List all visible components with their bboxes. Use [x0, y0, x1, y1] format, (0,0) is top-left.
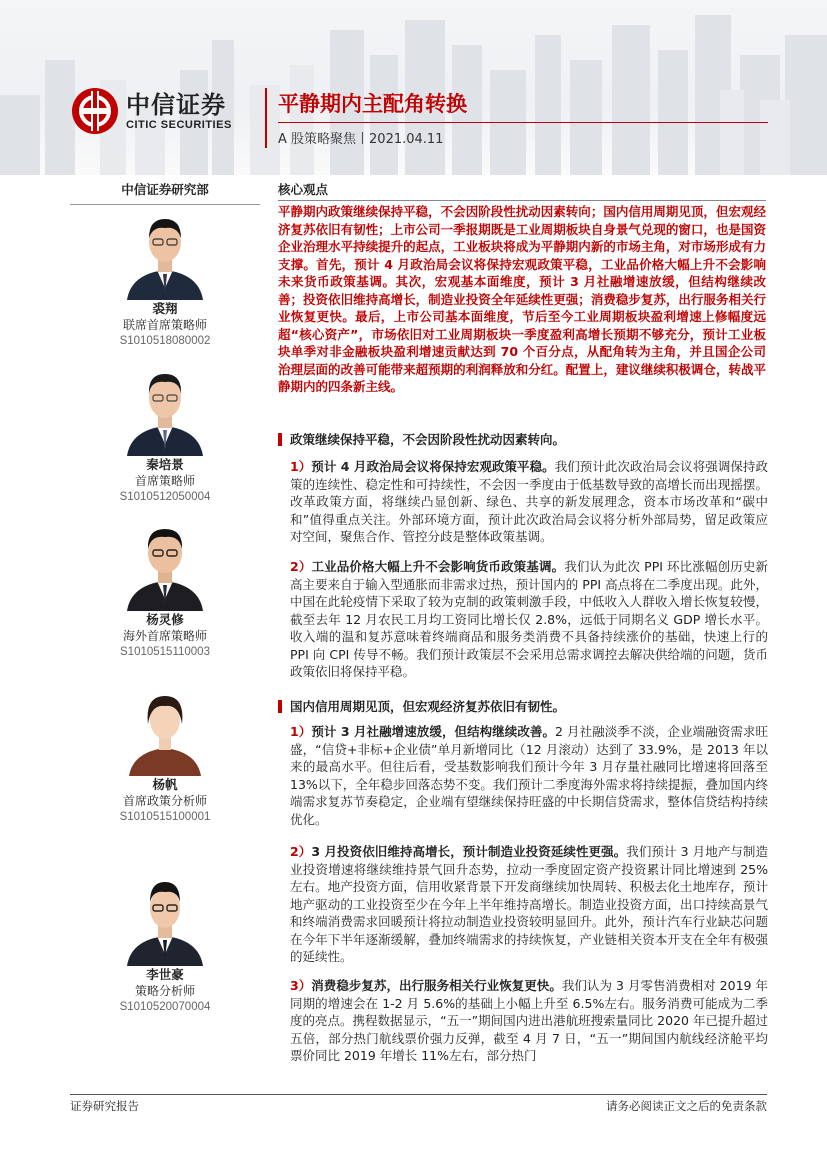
title-rule — [278, 122, 768, 123]
report-subtitle: A 股策略聚焦丨2021.04.11 — [278, 132, 444, 147]
paragraph-body: 我们认为此次 PPI 环比涨幅创历史新高主要来自于输入型通胀而非需求过热，预计国内的 PPI 高点将在二季度出现。此外，中国在此轮疫情下采取了较为克制的政策刺激手段，中低收入人群收入增长恢复较慢，截至去年 12 月农民工月均工资同比增长仅 2.8%，远低于同期名义 GDP 增长水平。收入端的温和复苏意味着终端商品和服务类消费不具备持续涨价的基础，快速上行的 PPI 向 CPI 传导不畅。我们预计政策层不会采用总需求调控去解决供给端的问题，货币政策依旧将保持平稳。 — [290, 559, 768, 679]
analyst-card — [70, 515, 260, 660]
paragraph-lead: 预计 4 月政治局会议将保持宏观政策平稳。 — [311, 459, 555, 474]
analyst-title: 联席首席策略师 — [122, 318, 207, 332]
citic-logo — [70, 86, 232, 136]
analyst-title: 首席策略师 — [134, 474, 195, 488]
core-view-text: 平静期内政策继续保持平稳，不会因阶段性扰动因素转向；国内信用周期见顶，但宏观经济复苏依旧有韧性；上市公司一季报期既是工业周期板块自身景气兑现的窗口，也是国资企业治理水平持续提升的起点，工业板块将成为平静期内新的市场主角，对市场形成有力支撑。首先，预计 4 月政治局会议将保持宏观政策平稳，工业品价格大幅上升不会影响未来货币政策基调。其次，宏观基本面维度，预计 3 月社融增速放缓，但结构继续改善；投资依旧维持高增长，制造业投资全年延续性更强；消费稳步复苏，出行服务相关行业恢复更快。最后，上市公司基本面维度，节后至今工业周期板块盈利增速上修幅度远超“核心资产”，市场依旧对工业周期板块一季度盈利高增长预期不够充分，预计工业板块单季对非金融板块盈利增速贡献达到 70 个百分点，从配角转为主角，并且国企公司治理层面的改善可能带来超预期的利润释放和分红。配置上，建议继续积极调仓，转战平静期内的四条新主线。 — [278, 204, 766, 394]
paragraph-number: 2） — [290, 559, 312, 574]
body-paragraph — [290, 458, 768, 546]
paragraph-body: 我们预计此次政治局会议将强调保持政策的连续性、稳定性和可持续性，不会因一季度由于低基数导致的高增长而出现摇摆。改革政策方面，将继续凸显创新、绿色、共享的新发展理念，资本市场改革和“碳中和”值得重点关注。外部环境方面，预计此次政治局会议将分析外部局势，留足政策应对空间，聚焦合作、管控分歧是整体政策基调。 — [290, 459, 768, 544]
paragraph-lead: 3 月投资依旧维持高增长，预计制造业投资延续性更强。 — [311, 844, 627, 859]
section-marker — [278, 433, 282, 446]
analyst-portrait-icon — [117, 680, 213, 776]
paragraph-number: 1） — [290, 459, 312, 474]
section-heading-text: 政策继续保持平稳，不会因阶段性扰动因素转向。 — [290, 432, 566, 447]
paragraph-body: 我们预计 3 月地产与制造业投资增速将继续维持景气回升态势，拉动一季度固定资产投资累计同比增速到 25%左右。地产投资方面，信用收紧背景下开发商继续加快周转、积极去化土地库存，预计地产驱动的工业投资至少在今年上半年维持高增长。制造业投资方面，出口持续高景气和终端消费需求回暖预计将拉动制造业投资较明显回升。此外，预计汽车行业缺芯问题在今年下半年逐渐缓解，叠加终端需求的持续恢复，产业链相关资本开支在全年有极强的延续性。 — [290, 844, 769, 964]
analyst-sidebar — [70, 180, 260, 1013]
section-marker — [278, 700, 282, 713]
section-heading — [278, 430, 565, 448]
analyst-license-id: S1010518080002 — [119, 335, 211, 347]
paragraph-lead: 消费稳步复苏，出行服务相关行业恢复更快。 — [311, 978, 562, 993]
analyst-card — [70, 680, 260, 825]
logo-english-name: CITIC SECURITIES — [126, 119, 232, 131]
analyst-license-id: S1010512050004 — [119, 491, 211, 503]
paragraph-lead: 工业品价格大幅上升不会影响货币政策基调。 — [311, 559, 565, 574]
paragraph-number: 3） — [290, 978, 312, 993]
analyst-card — [70, 204, 260, 349]
analyst-name: 李世豪 — [146, 967, 184, 982]
core-view-heading: 核心观点 — [278, 180, 766, 201]
body-paragraph — [290, 558, 768, 681]
section-heading-text: 国内信用周期见顶，但宏观经济复苏依旧有韧性。 — [290, 699, 566, 714]
body-paragraph — [290, 843, 768, 966]
paragraph-body: 我们认为 3 月零售消费相对 2019 年同期的增速会在 1-2 月 5.6%的基础上小幅上升至 6.5%左右。服务消费可能成为二季度的亮点。携程数据显示，“五一”期间国内进出港航班搜索量同比 2020 年已提升超过五倍，部分热门航线票价强力反弹，截至 4 月 7 日，“五一”期间国内航线经济舱平均票价同比 2019 年增长 11%左右，部分热门 — [290, 978, 768, 1063]
analyst-license-id: S1010515110003 — [120, 646, 210, 658]
analyst-title: 策略分析师 — [134, 984, 195, 998]
analyst-card — [70, 360, 260, 505]
analyst-title: 海外首席策略师 — [122, 629, 207, 643]
analyst-portrait-icon — [117, 360, 213, 456]
body-paragraph — [290, 723, 768, 828]
analyst-license-id: S1010520070004 — [119, 1001, 211, 1013]
page-title: 平静期内主配角转换 — [278, 92, 467, 116]
paragraph-number: 2） — [290, 844, 312, 859]
paragraph-lead: 预计 3 月社融增速放缓，但结构继续改善。 — [311, 724, 556, 739]
citic-logo-icon — [70, 86, 120, 136]
header-divider — [265, 88, 267, 148]
paragraph-body: 2 月社融淡季不淡，企业端融资需求旺盛，“信贷+非标+企业债”单月新增同比（12 月滚动）达到了 33.9%，是 2013 年以来的最高水平。但往后看，受基数影响我们预计今年 3 月存量社融同比增速将回落至 13%以下，全年稳步回落态势不变。我们预计二季度海外需求将持续提振，叠加国内终端需求复苏节奏稳定，企业端有望继续保持旺盛的中长期信贷需求，整体信贷结构持续优化。 — [290, 724, 768, 827]
analyst-title: 首席政策分析师 — [122, 794, 207, 808]
analyst-name: 秦培景 — [146, 457, 184, 472]
analyst-portrait-icon — [117, 870, 213, 966]
section-heading — [278, 697, 565, 715]
department-name: 中信证券研究部 — [70, 180, 260, 205]
analyst-portrait-icon — [117, 204, 213, 300]
logo-chinese-name: 中信证券 — [126, 90, 226, 119]
body-paragraph — [290, 977, 768, 1065]
analyst-name: 杨灵修 — [146, 612, 184, 627]
analyst-name: 杨帆 — [152, 777, 178, 792]
page-footer — [70, 1094, 767, 1114]
footer-report-type: 证券研究报告 — [70, 1099, 139, 1113]
paragraph-number: 1） — [290, 724, 312, 739]
analyst-license-id: S1010515100001 — [119, 811, 211, 823]
analyst-portrait-icon — [117, 515, 213, 611]
footer-disclaimer: 请务必阅读正文之后的免责条款 — [606, 1099, 767, 1113]
analyst-name: 裘翔 — [152, 301, 178, 316]
core-view-section — [278, 180, 766, 396]
analyst-card — [70, 870, 260, 1015]
